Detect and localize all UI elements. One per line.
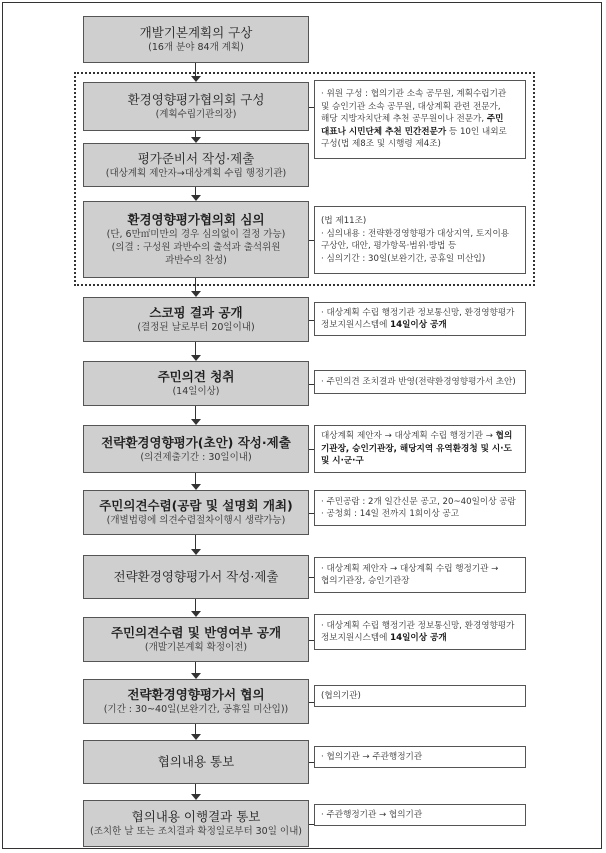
note-connector-line <box>309 762 314 763</box>
process-step <box>83 425 309 473</box>
process-step-note <box>314 80 526 159</box>
flow-connector-line <box>195 342 196 355</box>
process-step-note <box>314 746 526 768</box>
note-text: 해당 지방자치단체 추천 공무원이나 전문가, <box>321 114 487 125</box>
note-line <box>321 563 519 576</box>
process-step-detail: (의견제출기간 : 30일이내) <box>140 451 252 463</box>
process-step <box>83 740 309 784</box>
process-step-note <box>314 614 526 650</box>
process-step <box>83 143 309 187</box>
note-text: 기관장, 승인기관장, 해당지역 유역환경청 및 시·도 <box>321 443 512 454</box>
note-connector-line <box>309 824 314 825</box>
note-text: 14일이상 공개 <box>390 320 447 330</box>
flow-connector-line <box>195 63 196 76</box>
note-text: · 대상계획 제안자 → 대상계획 수립 행정기관 → <box>321 563 499 574</box>
note-connector-line <box>309 320 314 321</box>
process-step-note <box>314 557 526 593</box>
flow-connector-line <box>195 784 196 794</box>
note-text: · 주민의견 조치결과 반영(전략환경영향평가서 초안) <box>321 376 516 387</box>
note-connector-line <box>309 577 314 578</box>
process-step-title: 주민의견 청취 <box>157 369 235 384</box>
note-line <box>321 215 519 228</box>
note-text: · 심의내용 : 전략환경영향평가 대상지역, 토지이용 <box>321 228 510 239</box>
process-step-detail: 과반수의 찬성) <box>165 255 227 266</box>
note-line <box>321 751 519 764</box>
process-step-detail: (의결 : 구성원 과반수의 출석과 출석위원 <box>111 242 281 253</box>
process-step <box>83 16 309 63</box>
note-text: 주민 <box>486 114 504 125</box>
note-text: · 주민공람 : 2개 일간신문 공고, 20~40일이상 공람 <box>321 496 516 507</box>
note-line <box>321 508 519 521</box>
process-step <box>83 490 309 535</box>
note-connector-line <box>309 449 314 450</box>
note-line <box>321 126 519 139</box>
process-step-detail: (기간 : 30~40일(보완기간, 공휴일 미산입)) <box>103 704 289 715</box>
note-line <box>321 575 519 588</box>
flow-connector-line <box>195 662 196 673</box>
note-text: · 협의기관 → 주관행정기관 <box>321 751 423 762</box>
note-line <box>321 496 519 509</box>
process-step-title: 전략환경영향평가(초안) 작성·제출 <box>101 434 291 450</box>
process-step-title: 전략환경영향평가서 협의 <box>127 687 265 702</box>
process-step-title: 환경영향평가협의회 구성 <box>127 92 265 107</box>
process-step-detail: (14일이상) <box>172 386 220 397</box>
process-step-title: 환경영향평가협의회 심의 <box>127 212 265 227</box>
note-line <box>321 101 519 114</box>
note-text: · 주관행정기관 → 협의기관 <box>321 809 423 820</box>
process-step <box>83 555 309 599</box>
note-line <box>321 690 519 703</box>
process-step <box>83 297 309 342</box>
process-step <box>83 361 309 406</box>
note-connector-line <box>309 513 314 514</box>
note-text: · 위원 구성 : 협의기관 소속 공무원, 계획수립기관 <box>321 89 507 100</box>
note-line <box>321 240 519 253</box>
process-step-detail: (조치한 날 또는 조치결과 확정일로부터 30일 이내) <box>90 826 302 837</box>
note-text: 정보지원시스템에 <box>321 633 391 643</box>
process-step <box>83 617 309 662</box>
process-step-note <box>314 370 526 394</box>
process-step-detail: (개발기본계획 확정이전) <box>144 642 248 653</box>
note-text: · 대상계획 수립 행정기관 정보통신망, 환경영향평가 <box>321 620 515 631</box>
process-step-title: 평가준비서 작성·제출 <box>137 150 255 166</box>
flow-connector-line <box>195 473 196 484</box>
note-connector-line <box>309 640 314 641</box>
note-text: 협의기관장, 승인기관장 <box>321 576 410 586</box>
note-text: 대표나 시민단체 추천 민간전문가 <box>321 126 447 137</box>
flow-connector-line <box>195 278 196 291</box>
process-step-detail: (결정된 날로부터 20일이내) <box>137 322 255 333</box>
note-connector-line <box>309 240 314 241</box>
note-line <box>321 455 519 468</box>
process-step-note <box>314 685 526 707</box>
note-text: 정보지원시스템에 <box>321 320 391 330</box>
note-text: 구성(법 제8조 및 시행령 제4조) <box>321 139 441 150</box>
process-step-detail: (계획수립기관의장) <box>155 109 237 120</box>
process-step-title: 협의내용 통보 <box>157 754 235 769</box>
process-step-detail: (대상계획 제안자→대상계획 수립 행정기관) <box>105 167 287 179</box>
flow-connector-line <box>195 724 196 734</box>
process-step-title: 개발기본계획의 구상 <box>139 25 253 40</box>
note-line <box>321 307 519 320</box>
note-text: · 공청회 : 14일 전까지 1회이상 공고 <box>321 509 460 519</box>
process-step <box>83 800 309 847</box>
note-line <box>321 113 519 126</box>
process-step-title: 스코핑 결과 공개 <box>149 305 243 320</box>
note-text: 대상계획 제안자 → 대상계획 수립 행정기관 → <box>321 431 496 442</box>
note-text: (협의기관) <box>321 690 361 701</box>
process-step-title: 주민의견수렴 및 반영여부 공개 <box>110 625 282 640</box>
note-text: 등 10인 내외로 <box>446 126 507 137</box>
flow-connector-line <box>195 599 196 611</box>
note-line <box>321 430 519 443</box>
note-text: 및 시·군·구 <box>321 456 364 467</box>
flow-connector-line <box>195 187 196 195</box>
note-line <box>321 253 519 266</box>
process-step-title: 주민의견수렴(공람 및 설명회 개최) <box>99 498 293 513</box>
note-line <box>321 319 519 332</box>
flow-connector-line <box>195 535 196 549</box>
note-connector-line <box>309 384 314 385</box>
note-line <box>321 632 519 645</box>
note-text: 및 승인기관 소속 공무원, 대상계획 관련 전문가, <box>321 101 501 112</box>
note-line <box>321 443 519 456</box>
note-line <box>321 620 519 633</box>
note-line <box>321 228 519 241</box>
process-step-title: 전략환경영향평가서 작성·제출 <box>113 569 279 584</box>
note-connector-line <box>309 702 314 703</box>
process-step-note <box>314 490 526 526</box>
process-step-detail: (16개 분야 84개 계획) <box>148 42 244 53</box>
note-text: · 대상계획 수립 행정기관 정보통신망, 환경영향평가 <box>321 307 515 318</box>
process-step-note <box>314 206 526 274</box>
note-line <box>321 88 519 101</box>
process-step <box>83 82 309 131</box>
note-text: 14일이상 공개 <box>390 633 447 643</box>
note-text: (법 제11조) <box>321 216 367 226</box>
process-step-detail: (개별법령에 의견수렴절차이행시 생략가능) <box>106 515 286 526</box>
flow-connector-line <box>195 406 196 419</box>
note-line <box>321 376 519 389</box>
process-step <box>83 201 309 278</box>
process-step-detail: (단, 6만㎡미만의 경우 심의없이 결정 가능) <box>106 229 286 240</box>
note-text: · 심의기간 : 30일(보완기간, 공휴일 미산입) <box>321 253 486 264</box>
note-line <box>321 138 519 151</box>
process-step-note <box>314 804 526 826</box>
process-step-note <box>314 302 526 336</box>
process-step <box>83 679 309 724</box>
note-text: 협의 <box>495 431 513 442</box>
process-step-note <box>314 425 526 473</box>
note-text: 구상안, 대안, 평가항목·범위·방법 등 <box>321 241 457 251</box>
note-connector-line <box>309 107 314 108</box>
process-step-title: 협의내용 이행결과 통보 <box>131 809 261 824</box>
note-line <box>321 809 519 822</box>
